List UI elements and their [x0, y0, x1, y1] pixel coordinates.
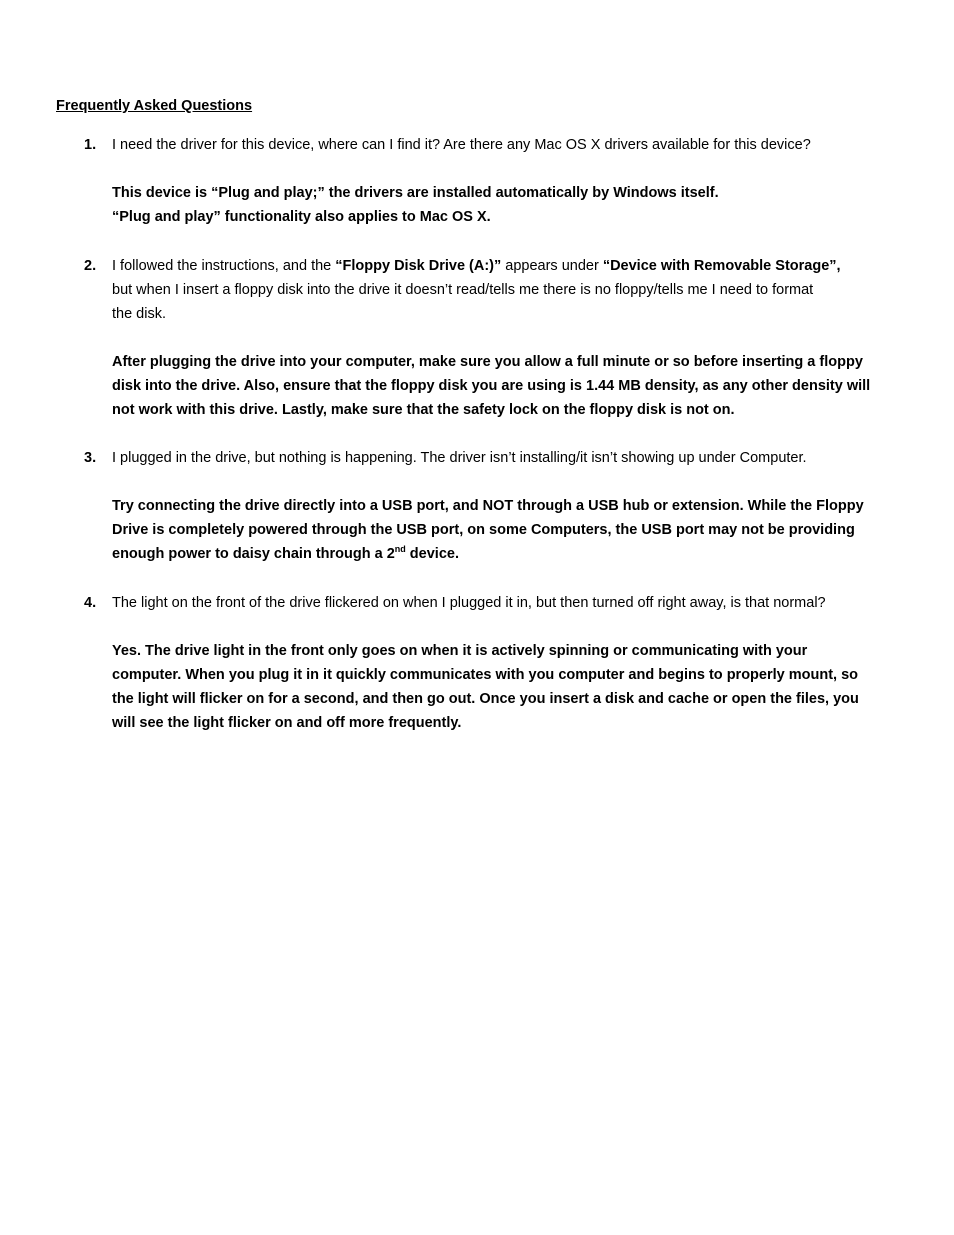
- answer-line: computer. When you plug it in it quickly communicates with you computer and begins to properly mount, so: [112, 667, 859, 683]
- faq-question: I plugged in the drive, but nothing is happening. The driver isn’t installing/it isn’t showing up under Computer.: [112, 450, 807, 466]
- faq-answer: [112, 181, 912, 229]
- question-emphasis: “Device with Removable Storage”,: [602, 258, 841, 274]
- answer-text: enough power to daisy chain through a 2: [112, 546, 395, 562]
- faq-question: I need the driver for this device, where can I find it? Are there any Mac OS X drivers available for this device?: [112, 137, 811, 153]
- answer-text: device.: [405, 546, 459, 562]
- answer-line: not work with this drive. Lastly, make sure that the safety lock on the floppy disk is not on.: [112, 402, 735, 418]
- question-line: the disk.: [112, 306, 166, 322]
- answer-line: Yes. The drive light in the front only goes on when it is actively spinning or communicating with your: [112, 643, 808, 659]
- answer-line: the light will flicker on for a second, and then go out. Once you insert a disk and cache or open the files, you: [112, 691, 859, 707]
- ordinal-suffix: nd: [394, 544, 406, 555]
- question-text: appears under: [501, 258, 603, 274]
- faq-number: 2.: [84, 258, 97, 274]
- answer-line: This device is “Plug and play;” the drivers are installed automatically by Windows itself.: [112, 185, 719, 201]
- faq-question: The light on the front of the drive flickered on when I plugged it in, but then turned off right away, is that normal?: [112, 595, 826, 611]
- faq-answer: [112, 639, 912, 735]
- question-emphasis: “Floppy Disk Drive (A:)”: [335, 258, 502, 274]
- answer-line: [112, 542, 912, 566]
- answer-line: “Plug and play” functionality also applies to Mac OS X.: [112, 209, 491, 225]
- page-title: Frequently Asked Questions: [56, 98, 253, 114]
- faq-question: [112, 254, 912, 326]
- faq-number: 4.: [84, 595, 97, 611]
- answer-line: disk into the drive. Also, ensure that the floppy disk you are using is 1.44 MB density, as any other density will: [112, 378, 871, 394]
- question-line: but when I insert a floppy disk into the drive it doesn’t read/tells me there is no floppy/tells me I need to format: [112, 282, 814, 298]
- faq-answer: [112, 350, 912, 422]
- question-text: I followed the instructions, and the: [112, 258, 336, 274]
- faq-answer: [112, 494, 912, 566]
- answer-line: Try connecting the drive directly into a USB port, and NOT through a USB hub or extension. While the Floppy: [112, 498, 864, 514]
- answer-line: Drive is completely powered through the USB port, on some Computers, the USB port may not be providing: [112, 522, 855, 538]
- question-line: [112, 254, 912, 278]
- faq-number: 1.: [84, 137, 97, 153]
- faq-number: 3.: [84, 450, 97, 466]
- answer-line: will see the light flicker on and off more frequently.: [112, 715, 462, 731]
- answer-line: After plugging the drive into your computer, make sure you allow a full minute or so before inserting a floppy: [112, 354, 863, 370]
